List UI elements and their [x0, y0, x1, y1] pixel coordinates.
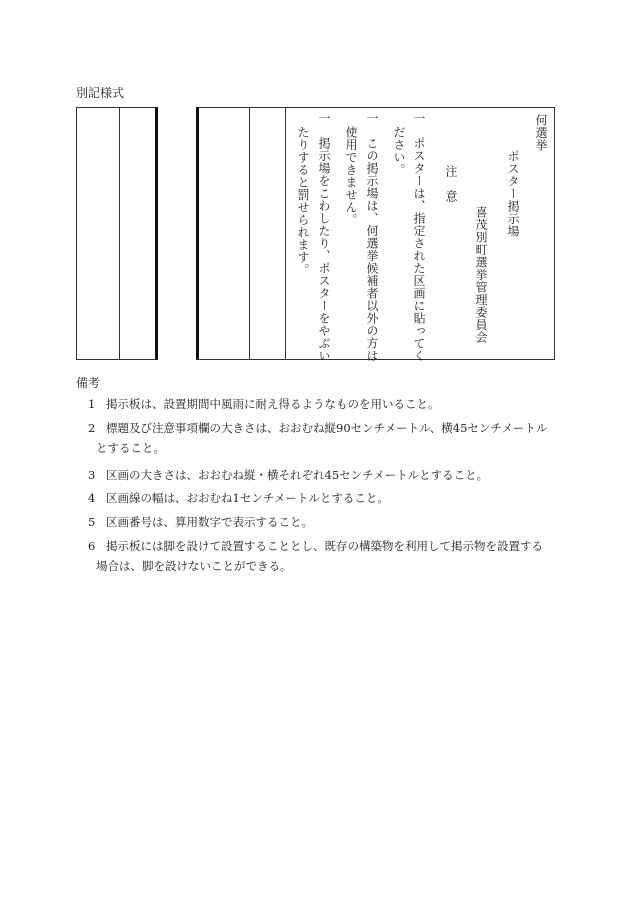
- notice-2-line2: 使用できません。: [344, 126, 358, 226]
- section-thick-divider: [155, 107, 158, 360]
- board-title: ポスター掲示場: [506, 150, 520, 238]
- remark-number: 5: [88, 515, 96, 529]
- remark-item: [88, 488, 568, 508]
- remark-number: 2: [88, 421, 96, 435]
- election-name: 何選挙: [534, 114, 548, 152]
- notice-2-line1: 一 この掲示場は、何選挙候補者以外の方は: [365, 112, 379, 362]
- notice-3-line1: 一 掲示場をこわしたり、ポスターをやぶい: [317, 112, 331, 362]
- frame-right-edge: [554, 107, 555, 360]
- frame-left-edge: [76, 107, 77, 360]
- remark-text: 標題及び注意事項欄の大きさは、おおむね縦90センチメートル、横45センチメートル: [106, 421, 548, 435]
- section-divider: [249, 107, 250, 360]
- frame-top-right: [197, 107, 555, 108]
- section-divider: [285, 107, 286, 360]
- frame-top-left: [76, 107, 156, 108]
- remark-continuation: とすること。: [96, 441, 165, 455]
- form-label: 別記様式: [76, 86, 125, 100]
- remark-continuation: 場合は、脚を設けないことができる。: [96, 559, 292, 573]
- notice-3-line2: たりすると罰せられます。: [296, 126, 310, 276]
- remark-text: 区画番号は、算用数字で表示すること。: [106, 515, 313, 529]
- remarks-title: 備考: [76, 376, 101, 390]
- frame-bottom-left: [76, 359, 156, 360]
- remark-item: [88, 394, 568, 414]
- remark-item: [88, 418, 568, 458]
- remark-text: 掲示板には脚を設けて設置することとし、既存の構築物を利用して掲示物を設置する: [106, 539, 543, 553]
- committee-name: 喜茂別町選挙管理委員会: [474, 206, 488, 344]
- remark-text: 区画の大きさは、おおむね縦・横それぞれ45センチメートルとすること。: [106, 468, 489, 482]
- section-divider: [119, 107, 120, 360]
- remark-number: 1: [88, 397, 96, 411]
- remark-text: 区画線の幅は、おおむね1センチメートルとすること。: [106, 491, 389, 505]
- remark-number: 3: [88, 468, 96, 482]
- remark-number: 6: [88, 539, 96, 553]
- remark-item: [88, 536, 568, 576]
- section-thick-divider: [196, 107, 199, 360]
- remark-number: 4: [88, 491, 96, 505]
- remark-item: [88, 512, 568, 532]
- notice-1-line2: ださい。: [392, 126, 406, 176]
- remark-text: 掲示板は、設置期間中風雨に耐え得るようなものを用いること。: [106, 397, 440, 411]
- remark-item: [88, 465, 568, 485]
- notice-heading: 注 意: [444, 165, 458, 203]
- notice-1-line1: 一 ポスターは、指定された区画に貼ってく: [412, 112, 426, 362]
